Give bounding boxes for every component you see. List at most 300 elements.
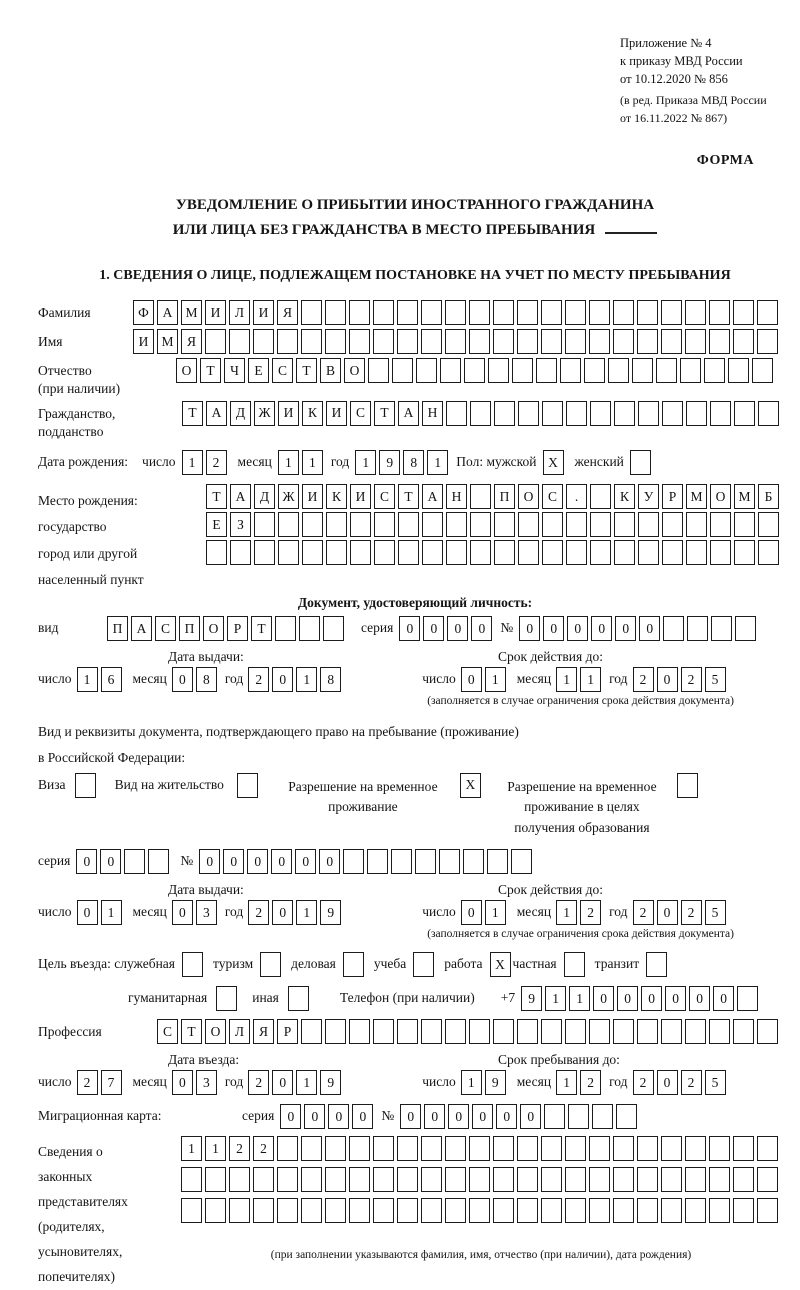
char-cell[interactable]: 2 [229, 1136, 250, 1161]
char-cell[interactable]: Т [182, 401, 203, 426]
char-cell[interactable] [758, 540, 779, 565]
char-cell[interactable] [446, 401, 467, 426]
char-cell[interactable] [677, 773, 698, 798]
char-cell[interactable] [613, 1136, 634, 1161]
char-cell[interactable] [373, 300, 394, 325]
char-cell[interactable]: 0 [641, 986, 662, 1011]
char-cell[interactable] [470, 401, 491, 426]
char-cell[interactable]: К [302, 401, 323, 426]
char-cell[interactable]: 9 [521, 986, 542, 1011]
char-cell[interactable] [445, 1198, 466, 1223]
char-cell[interactable] [614, 401, 635, 426]
char-cell[interactable] [301, 1019, 322, 1044]
char-cell[interactable]: 0 [567, 616, 588, 641]
char-cell[interactable]: . [566, 484, 587, 509]
char-cell[interactable]: 2 [580, 900, 601, 925]
char-cell[interactable] [565, 1019, 586, 1044]
char-cell[interactable] [637, 300, 658, 325]
char-cell[interactable] [709, 329, 730, 354]
char-cell[interactable]: 1 [556, 1070, 577, 1095]
char-cell[interactable] [464, 358, 485, 383]
char-cell[interactable] [326, 512, 347, 537]
char-cell[interactable] [301, 329, 322, 354]
char-cell[interactable] [589, 1198, 610, 1223]
char-cell[interactable] [397, 1167, 418, 1192]
char-cell[interactable] [565, 1198, 586, 1223]
char-cell[interactable] [421, 1198, 442, 1223]
char-cell[interactable]: Т [206, 484, 227, 509]
char-cell[interactable] [349, 1136, 370, 1161]
char-cell[interactable] [124, 849, 145, 874]
char-cell[interactable]: 1 [101, 900, 122, 925]
char-cell[interactable] [302, 540, 323, 565]
char-cell[interactable]: 0 [657, 900, 678, 925]
char-cell[interactable]: 0 [199, 849, 220, 874]
char-cell[interactable] [661, 329, 682, 354]
char-cell[interactable] [566, 401, 587, 426]
char-cell[interactable] [75, 773, 96, 798]
char-cell[interactable]: 8 [196, 667, 217, 692]
char-cell[interactable] [445, 329, 466, 354]
char-cell[interactable]: 0 [172, 900, 193, 925]
char-cell[interactable] [589, 300, 610, 325]
char-cell[interactable] [422, 512, 443, 537]
char-cell[interactable]: 2 [248, 1070, 269, 1095]
char-cell[interactable]: 0 [304, 1104, 325, 1129]
char-cell[interactable] [446, 540, 467, 565]
char-cell[interactable]: 0 [247, 849, 268, 874]
char-cell[interactable]: 2 [580, 1070, 601, 1095]
char-cell[interactable] [710, 401, 731, 426]
char-cell[interactable]: 0 [657, 667, 678, 692]
char-cell[interactable]: 9 [320, 1070, 341, 1095]
char-cell[interactable] [564, 952, 585, 977]
char-cell[interactable] [614, 540, 635, 565]
char-cell[interactable]: 1 [296, 900, 317, 925]
char-cell[interactable]: 2 [681, 667, 702, 692]
char-cell[interactable] [373, 329, 394, 354]
char-cell[interactable]: Б [758, 484, 779, 509]
char-cell[interactable]: 5 [705, 667, 726, 692]
char-cell[interactable] [685, 1019, 706, 1044]
char-cell[interactable]: 0 [593, 986, 614, 1011]
char-cell[interactable]: 9 [485, 1070, 506, 1095]
char-cell[interactable] [757, 300, 778, 325]
char-cell[interactable] [278, 540, 299, 565]
char-cell[interactable] [277, 1136, 298, 1161]
char-cell[interactable]: 0 [352, 1104, 373, 1129]
char-cell[interactable] [566, 512, 587, 537]
char-cell[interactable] [470, 512, 491, 537]
char-cell[interactable]: А [422, 484, 443, 509]
char-cell[interactable]: 2 [206, 450, 227, 475]
char-cell[interactable]: 0 [447, 616, 468, 641]
char-cell[interactable] [182, 952, 203, 977]
char-cell[interactable] [680, 358, 701, 383]
char-cell[interactable] [302, 512, 323, 537]
char-cell[interactable]: Ж [254, 401, 275, 426]
char-cell[interactable] [349, 1019, 370, 1044]
char-cell[interactable] [421, 329, 442, 354]
char-cell[interactable] [391, 849, 412, 874]
char-cell[interactable] [613, 1198, 634, 1223]
char-cell[interactable]: X [490, 952, 511, 977]
char-cell[interactable] [493, 1136, 514, 1161]
char-cell[interactable]: О [203, 616, 224, 641]
char-cell[interactable] [349, 1167, 370, 1192]
char-cell[interactable]: О [344, 358, 365, 383]
char-cell[interactable]: 1 [181, 1136, 202, 1161]
char-cell[interactable] [367, 849, 388, 874]
char-cell[interactable]: П [179, 616, 200, 641]
char-cell[interactable] [349, 300, 370, 325]
char-cell[interactable] [637, 1167, 658, 1192]
char-cell[interactable] [637, 329, 658, 354]
char-cell[interactable] [686, 540, 707, 565]
char-cell[interactable]: 2 [681, 1070, 702, 1095]
char-cell[interactable] [254, 512, 275, 537]
char-cell[interactable] [374, 540, 395, 565]
char-cell[interactable]: 2 [77, 1070, 98, 1095]
char-cell[interactable]: 8 [320, 667, 341, 692]
char-cell[interactable] [397, 300, 418, 325]
char-cell[interactable] [758, 401, 779, 426]
char-cell[interactable] [216, 986, 237, 1011]
char-cell[interactable] [326, 540, 347, 565]
char-cell[interactable] [493, 1167, 514, 1192]
char-cell[interactable] [565, 329, 586, 354]
char-cell[interactable] [349, 1198, 370, 1223]
char-cell[interactable]: 2 [633, 1070, 654, 1095]
char-cell[interactable]: 0 [172, 1070, 193, 1095]
char-cell[interactable]: 9 [379, 450, 400, 475]
char-cell[interactable]: 0 [617, 986, 638, 1011]
char-cell[interactable] [565, 1136, 586, 1161]
char-cell[interactable] [662, 401, 683, 426]
char-cell[interactable] [517, 329, 538, 354]
char-cell[interactable]: П [107, 616, 128, 641]
char-cell[interactable]: И [133, 329, 154, 354]
char-cell[interactable]: У [638, 484, 659, 509]
char-cell[interactable] [733, 1136, 754, 1161]
char-cell[interactable] [469, 1136, 490, 1161]
char-cell[interactable] [148, 849, 169, 874]
char-cell[interactable] [757, 1136, 778, 1161]
char-cell[interactable]: 0 [424, 1104, 445, 1129]
char-cell[interactable]: 1 [182, 450, 203, 475]
char-cell[interactable]: К [614, 484, 635, 509]
char-cell[interactable] [325, 1136, 346, 1161]
char-cell[interactable] [637, 1019, 658, 1044]
char-cell[interactable]: 0 [76, 849, 97, 874]
char-cell[interactable]: 0 [172, 667, 193, 692]
char-cell[interactable]: 1 [569, 986, 590, 1011]
char-cell[interactable]: 1 [278, 450, 299, 475]
char-cell[interactable]: 1 [556, 900, 577, 925]
char-cell[interactable] [590, 512, 611, 537]
char-cell[interactable] [374, 512, 395, 537]
char-cell[interactable] [494, 401, 515, 426]
char-cell[interactable] [613, 1019, 634, 1044]
char-cell[interactable]: 2 [248, 667, 269, 692]
char-cell[interactable] [565, 300, 586, 325]
char-cell[interactable] [592, 1104, 613, 1129]
char-cell[interactable]: А [230, 484, 251, 509]
char-cell[interactable]: И [350, 484, 371, 509]
char-cell[interactable]: 1 [545, 986, 566, 1011]
char-cell[interactable] [709, 300, 730, 325]
char-cell[interactable] [350, 540, 371, 565]
char-cell[interactable]: 0 [400, 1104, 421, 1129]
char-cell[interactable] [323, 616, 344, 641]
char-cell[interactable] [757, 329, 778, 354]
char-cell[interactable] [325, 1198, 346, 1223]
char-cell[interactable]: М [157, 329, 178, 354]
char-cell[interactable]: 0 [471, 616, 492, 641]
char-cell[interactable]: 0 [713, 986, 734, 1011]
char-cell[interactable] [589, 1167, 610, 1192]
char-cell[interactable]: 1 [427, 450, 448, 475]
char-cell[interactable] [253, 1167, 274, 1192]
char-cell[interactable] [685, 1136, 706, 1161]
char-cell[interactable] [469, 300, 490, 325]
char-cell[interactable] [343, 849, 364, 874]
char-cell[interactable]: 0 [615, 616, 636, 641]
char-cell[interactable] [661, 300, 682, 325]
char-cell[interactable] [373, 1167, 394, 1192]
char-cell[interactable]: 0 [223, 849, 244, 874]
char-cell[interactable]: И [326, 401, 347, 426]
char-cell[interactable]: А [157, 300, 178, 325]
char-cell[interactable]: 3 [196, 900, 217, 925]
char-cell[interactable] [757, 1198, 778, 1223]
char-cell[interactable] [733, 300, 754, 325]
char-cell[interactable]: 0 [461, 900, 482, 925]
char-cell[interactable] [421, 1136, 442, 1161]
char-cell[interactable] [734, 401, 755, 426]
char-cell[interactable] [416, 358, 437, 383]
char-cell[interactable] [544, 1104, 565, 1129]
char-cell[interactable] [686, 512, 707, 537]
char-cell[interactable]: С [350, 401, 371, 426]
char-cell[interactable]: С [272, 358, 293, 383]
char-cell[interactable]: Я [277, 300, 298, 325]
char-cell[interactable] [422, 540, 443, 565]
char-cell[interactable] [709, 1198, 730, 1223]
char-cell[interactable] [373, 1019, 394, 1044]
char-cell[interactable] [470, 484, 491, 509]
char-cell[interactable]: 5 [705, 900, 726, 925]
char-cell[interactable] [301, 1136, 322, 1161]
char-cell[interactable] [494, 540, 515, 565]
char-cell[interactable] [517, 1019, 538, 1044]
char-cell[interactable]: 0 [461, 667, 482, 692]
char-cell[interactable] [397, 1019, 418, 1044]
char-cell[interactable]: 0 [272, 900, 293, 925]
char-cell[interactable]: Р [662, 484, 683, 509]
char-cell[interactable] [638, 540, 659, 565]
char-cell[interactable]: И [253, 300, 274, 325]
char-cell[interactable] [661, 1167, 682, 1192]
char-cell[interactable] [541, 1167, 562, 1192]
char-cell[interactable] [661, 1136, 682, 1161]
char-cell[interactable]: 0 [280, 1104, 301, 1129]
char-cell[interactable] [542, 401, 563, 426]
char-cell[interactable]: Н [446, 484, 467, 509]
char-cell[interactable] [397, 1136, 418, 1161]
char-cell[interactable]: Р [227, 616, 248, 641]
char-cell[interactable] [325, 329, 346, 354]
char-cell[interactable] [565, 1167, 586, 1192]
char-cell[interactable]: Т [374, 401, 395, 426]
char-cell[interactable]: 0 [519, 616, 540, 641]
char-cell[interactable]: Т [296, 358, 317, 383]
char-cell[interactable] [469, 1198, 490, 1223]
char-cell[interactable]: 1 [485, 900, 506, 925]
char-cell[interactable]: 0 [272, 1070, 293, 1095]
char-cell[interactable] [541, 329, 562, 354]
char-cell[interactable] [616, 1104, 637, 1129]
char-cell[interactable] [518, 512, 539, 537]
char-cell[interactable] [230, 540, 251, 565]
char-cell[interactable] [463, 849, 484, 874]
char-cell[interactable] [541, 1019, 562, 1044]
char-cell[interactable] [709, 1167, 730, 1192]
char-cell[interactable] [663, 616, 684, 641]
char-cell[interactable] [711, 616, 732, 641]
char-cell[interactable]: М [734, 484, 755, 509]
char-cell[interactable] [301, 1198, 322, 1223]
char-cell[interactable] [439, 849, 460, 874]
char-cell[interactable] [205, 1198, 226, 1223]
char-cell[interactable]: 1 [461, 1070, 482, 1095]
char-cell[interactable] [734, 540, 755, 565]
char-cell[interactable]: 0 [319, 849, 340, 874]
char-cell[interactable] [237, 773, 258, 798]
char-cell[interactable]: 0 [496, 1104, 517, 1129]
char-cell[interactable] [542, 540, 563, 565]
char-cell[interactable] [493, 329, 514, 354]
char-cell[interactable] [229, 1198, 250, 1223]
char-cell[interactable]: 0 [77, 900, 98, 925]
char-cell[interactable]: И [205, 300, 226, 325]
char-cell[interactable]: Н [422, 401, 443, 426]
char-cell[interactable] [542, 512, 563, 537]
char-cell[interactable]: 2 [633, 667, 654, 692]
char-cell[interactable]: В [320, 358, 341, 383]
char-cell[interactable]: А [398, 401, 419, 426]
char-cell[interactable]: 8 [403, 450, 424, 475]
char-cell[interactable] [350, 512, 371, 537]
char-cell[interactable]: 9 [320, 900, 341, 925]
char-cell[interactable] [686, 401, 707, 426]
char-cell[interactable]: Т [200, 358, 221, 383]
char-cell[interactable] [301, 300, 322, 325]
char-cell[interactable] [325, 1167, 346, 1192]
char-cell[interactable] [229, 329, 250, 354]
char-cell[interactable]: 1 [296, 667, 317, 692]
char-cell[interactable]: К [326, 484, 347, 509]
char-cell[interactable] [541, 300, 562, 325]
char-cell[interactable] [646, 952, 667, 977]
char-cell[interactable]: А [131, 616, 152, 641]
char-cell[interactable]: Я [253, 1019, 274, 1044]
char-cell[interactable] [275, 616, 296, 641]
char-cell[interactable] [589, 1019, 610, 1044]
char-cell[interactable]: 1 [355, 450, 376, 475]
char-cell[interactable] [728, 358, 749, 383]
char-cell[interactable]: Л [229, 1019, 250, 1044]
char-cell[interactable] [613, 329, 634, 354]
char-cell[interactable]: 0 [689, 986, 710, 1011]
char-cell[interactable] [541, 1136, 562, 1161]
char-cell[interactable] [205, 329, 226, 354]
char-cell[interactable] [493, 1019, 514, 1044]
char-cell[interactable] [685, 1198, 706, 1223]
char-cell[interactable] [685, 1167, 706, 1192]
char-cell[interactable]: М [181, 300, 202, 325]
char-cell[interactable]: 0 [423, 616, 444, 641]
char-cell[interactable] [590, 484, 611, 509]
char-cell[interactable] [493, 1198, 514, 1223]
char-cell[interactable] [469, 1167, 490, 1192]
char-cell[interactable] [638, 512, 659, 537]
char-cell[interactable] [710, 512, 731, 537]
char-cell[interactable] [325, 1019, 346, 1044]
char-cell[interactable]: Ч [224, 358, 245, 383]
char-cell[interactable] [733, 329, 754, 354]
char-cell[interactable]: О [518, 484, 539, 509]
char-cell[interactable] [277, 1198, 298, 1223]
char-cell[interactable] [288, 986, 309, 1011]
char-cell[interactable] [536, 358, 557, 383]
char-cell[interactable]: 1 [580, 667, 601, 692]
char-cell[interactable]: 0 [591, 616, 612, 641]
char-cell[interactable]: 0 [272, 667, 293, 692]
char-cell[interactable]: Ж [278, 484, 299, 509]
char-cell[interactable]: Д [230, 401, 251, 426]
char-cell[interactable]: И [302, 484, 323, 509]
char-cell[interactable]: 0 [271, 849, 292, 874]
char-cell[interactable] [613, 1167, 634, 1192]
char-cell[interactable]: О [710, 484, 731, 509]
char-cell[interactable]: Ф [133, 300, 154, 325]
char-cell[interactable] [589, 329, 610, 354]
char-cell[interactable] [445, 300, 466, 325]
char-cell[interactable]: 0 [472, 1104, 493, 1129]
char-cell[interactable] [181, 1198, 202, 1223]
char-cell[interactable]: Д [254, 484, 275, 509]
char-cell[interactable] [392, 358, 413, 383]
char-cell[interactable] [206, 540, 227, 565]
char-cell[interactable] [733, 1198, 754, 1223]
char-cell[interactable] [512, 358, 533, 383]
char-cell[interactable] [709, 1136, 730, 1161]
char-cell[interactable]: Т [398, 484, 419, 509]
char-cell[interactable] [445, 1019, 466, 1044]
char-cell[interactable]: X [460, 773, 481, 798]
char-cell[interactable]: 0 [295, 849, 316, 874]
char-cell[interactable] [488, 358, 509, 383]
char-cell[interactable] [469, 1019, 490, 1044]
char-cell[interactable] [398, 540, 419, 565]
char-cell[interactable] [518, 401, 539, 426]
char-cell[interactable] [349, 329, 370, 354]
char-cell[interactable] [343, 952, 364, 977]
char-cell[interactable]: С [157, 1019, 178, 1044]
char-cell[interactable] [662, 540, 683, 565]
char-cell[interactable] [493, 300, 514, 325]
